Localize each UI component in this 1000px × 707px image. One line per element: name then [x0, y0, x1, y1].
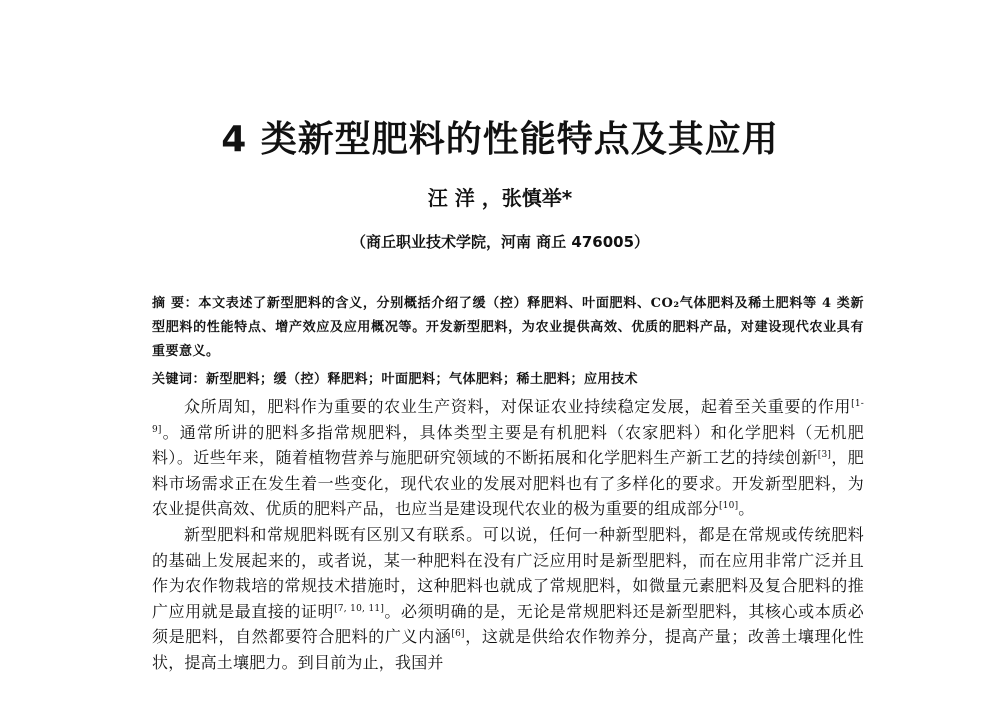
paragraph-2-text-c: ，这就是供给农作物养分，提高产量；改善土壤理化性状，提高土壤肥力。到目前为止，我国并: [152, 627, 864, 672]
paper-title: 4 类新型肥料的性能特点及其应用: [221, 119, 779, 160]
author-line: 汪 洋 ，张慎举*: [427, 186, 573, 210]
paragraph-1-text-d: 。: [738, 499, 755, 519]
keywords-label: 关键词：: [152, 372, 207, 387]
body-text: [152, 394, 864, 676]
citation: [6]: [451, 629, 465, 640]
body-paragraph-1: [152, 394, 864, 522]
citation: [1-9]: [152, 399, 864, 435]
keywords: [152, 370, 864, 390]
paragraph-2-text-a: 新型肥料和常规肥料既有区别又有联系。可以说，任何一种新型肥料，都是在常规或传统肥料的基础上发展起来的，或者说，某一种肥料在没有广泛应用时是新型肥料，而在应用非常广泛并且作为农作物栽培的常规技术措施时，这种肥料也就成了常规肥料，如微量元素肥料及复合肥料的推广应用就是最直接的证明: [152, 524, 864, 621]
affiliation: （商丘职业技术学院，河南 商丘 476005）: [350, 233, 650, 251]
citation: [10]: [719, 501, 739, 512]
keywords-text: 新型肥料；缓（控）释肥料；叶面肥料；气体肥料；稀土肥料；应用技术: [206, 372, 639, 387]
paragraph-1-text-a: 众所周知，肥料作为重要的农业生产资料，对保证农业持续稳定发展，起着至关重要的作用: [184, 397, 852, 416]
paragraph-1-text-b: 。通常所讲的肥料多指常规肥料，具体类型主要是有机肥料（农家肥料）和化学肥料（无机肥料）。近些年来，随着植物营养与施肥研究领域的不断拓展和化学肥料生产新工艺的持续创新: [152, 422, 864, 468]
body-paragraph-2: [152, 522, 864, 676]
abstract: [152, 292, 864, 364]
paragraph-2-text-b: 。必须明确的是，无论是常规肥料还是新型肥料，其核心或本质必须是肥料，自然都要符合肥料的广义内涵: [152, 601, 865, 647]
citation: [3]: [817, 450, 832, 461]
citation: [7, 10, 11]: [334, 603, 385, 614]
abstract-label: 摘 要：: [152, 296, 199, 311]
abstract-text: 本文表述了新型肥料的含义，分别概括介绍了缓（控）释肥料、叶面肥料、CO₂气体肥料及稀土肥料等 4 类新型肥料的性能特点、增产效应及应用概况等。开发新型肥料，为农业提供高效、优质的肥料产品，对建设现代农业具有重要意义。: [152, 296, 864, 359]
paragraph-1-text-c: ，肥料市场需求正在发生着一些变化，现代农业的发展对肥料也有了多样化的要求。开发新型肥料，为农业提供高效、优质的肥料产品，也应当是建设现代农业的极为重要的组成部分: [152, 448, 864, 519]
